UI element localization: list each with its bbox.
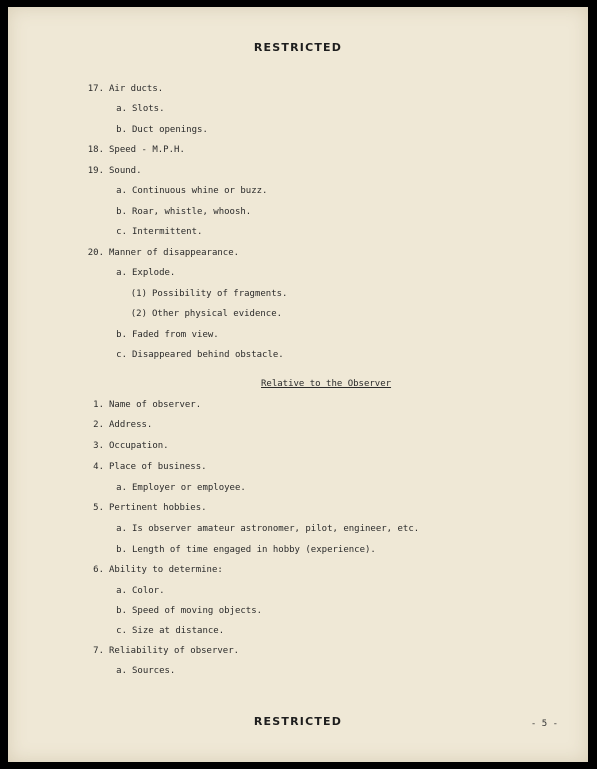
item-text: Ability to determine: xyxy=(109,565,223,575)
item-text: Slots. xyxy=(132,104,165,114)
item-text: Is observer amateur astronomer, pilot, engineer, etc. xyxy=(132,524,420,534)
list-item xyxy=(107,605,262,617)
list-item xyxy=(107,349,284,361)
list-item xyxy=(84,399,201,411)
item-number: c. xyxy=(116,227,127,237)
item-number: 4. xyxy=(93,462,104,472)
item-text: Other physical evidence. xyxy=(152,309,283,319)
list-item xyxy=(107,103,165,115)
item-number: 3. xyxy=(93,441,104,451)
item-number: 18. xyxy=(87,145,104,155)
item-number: a. xyxy=(116,268,127,278)
item-text: Occupation. xyxy=(109,441,169,451)
item-number: 19. xyxy=(87,166,104,176)
item-text: Speed - M.P.H. xyxy=(109,145,185,155)
list-item xyxy=(84,247,239,259)
item-text: Duct openings. xyxy=(132,125,208,135)
list-item xyxy=(107,124,208,136)
item-text: Air ducts. xyxy=(109,84,164,94)
list-item xyxy=(107,482,246,494)
item-number: a. xyxy=(116,104,127,114)
list-item xyxy=(107,665,175,677)
item-text: Sources. xyxy=(132,666,176,676)
item-number: 20. xyxy=(87,248,104,258)
item-text: Name of observer. xyxy=(109,400,202,410)
list-item xyxy=(107,185,267,197)
section-heading: Relative to the Observer xyxy=(261,379,392,389)
item-text: Roar, whistle, whoosh. xyxy=(132,207,252,217)
item-number: 1. xyxy=(93,400,104,410)
item-number: (2) xyxy=(130,309,147,319)
item-number: b. xyxy=(116,207,127,217)
list-item xyxy=(107,544,376,556)
item-number: c. xyxy=(116,626,127,636)
item-text: Color. xyxy=(132,586,165,596)
item-text: Explode. xyxy=(132,268,176,278)
list-item xyxy=(107,523,419,535)
item-text: Address. xyxy=(109,420,153,430)
item-number: b. xyxy=(116,125,127,135)
item-text: Speed of moving objects. xyxy=(132,606,263,616)
list-item xyxy=(84,564,223,576)
list-item xyxy=(127,288,287,300)
item-number: 2. xyxy=(93,420,104,430)
list-item xyxy=(107,585,165,597)
item-number: b. xyxy=(116,545,127,555)
item-number: b. xyxy=(116,330,127,340)
item-number: a. xyxy=(116,586,127,596)
list-item xyxy=(84,440,169,452)
list-item xyxy=(84,502,207,514)
item-text: Place of business. xyxy=(109,462,207,472)
list-item xyxy=(127,308,282,320)
list-item xyxy=(84,83,163,95)
item-text: Reliability of observer. xyxy=(109,646,240,656)
item-number: c. xyxy=(116,350,127,360)
page-number: - 5 - xyxy=(530,719,558,729)
list-item xyxy=(107,267,175,279)
item-number: a. xyxy=(116,524,127,534)
list-item xyxy=(84,419,152,431)
item-number: 17. xyxy=(87,84,104,94)
list-item xyxy=(84,165,142,177)
item-text: Faded from view. xyxy=(132,330,219,340)
item-text: Continuous whine or buzz. xyxy=(132,186,268,196)
item-text: Disappeared behind obstacle. xyxy=(132,350,284,360)
item-number: a. xyxy=(116,483,127,493)
item-number: a. xyxy=(116,666,127,676)
list-item xyxy=(107,329,219,341)
document-page xyxy=(8,7,588,762)
item-number: b. xyxy=(116,606,127,616)
item-text: Manner of disappearance. xyxy=(109,248,240,258)
item-text: Possibility of fragments. xyxy=(152,289,288,299)
item-number: a. xyxy=(116,186,127,196)
footer-classification-stamp: RESTRICTED xyxy=(253,715,343,728)
item-text: Pertinent hobbies. xyxy=(109,503,207,513)
item-text: Length of time engaged in hobby (experience). xyxy=(132,545,376,555)
list-item xyxy=(107,206,251,218)
item-number: 5. xyxy=(93,503,104,513)
item-number: 7. xyxy=(93,646,104,656)
item-text: Size at distance. xyxy=(132,626,225,636)
item-number: (1) xyxy=(130,289,147,299)
item-number: 6. xyxy=(93,565,104,575)
list-item xyxy=(107,226,202,238)
header-classification-stamp: RESTRICTED xyxy=(253,41,343,54)
list-item xyxy=(84,461,207,473)
item-text: Employer or employee. xyxy=(132,483,246,493)
list-item xyxy=(84,645,239,657)
list-item xyxy=(84,144,185,156)
item-text: Intermittent. xyxy=(132,227,203,237)
item-text: Sound. xyxy=(109,166,142,176)
list-item xyxy=(107,625,224,637)
